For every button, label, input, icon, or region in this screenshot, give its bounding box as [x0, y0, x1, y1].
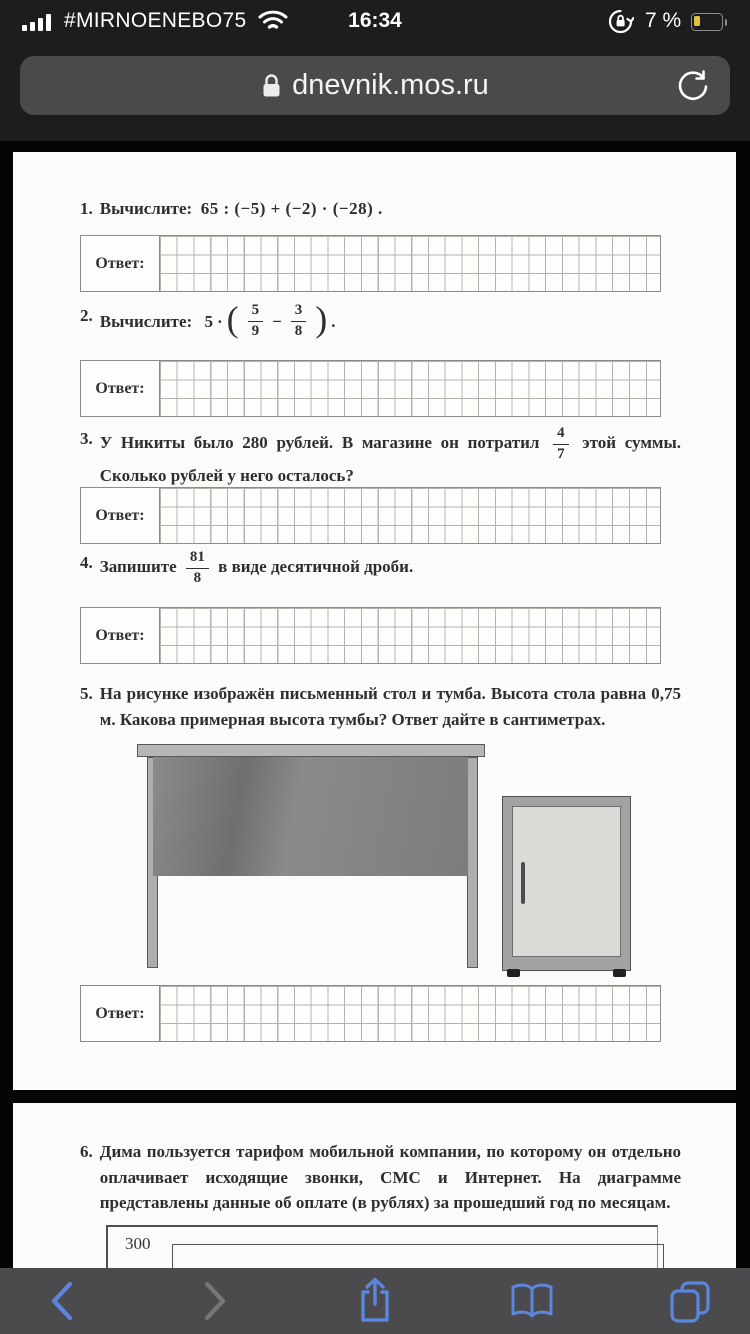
tab-switcher-icon [667, 1278, 713, 1324]
url-text: dnevnik.mos.ru [292, 69, 489, 101]
answer-cells-grid [159, 985, 661, 1042]
answer-cells-grid [159, 360, 661, 417]
answer-label: Ответ: [80, 360, 159, 417]
desk-tabletop [137, 744, 485, 757]
answer-grid-2 [80, 360, 661, 417]
bookmarks-button[interactable] [504, 1276, 560, 1326]
question-number: 3. [80, 429, 93, 448]
tabs-button[interactable] [662, 1276, 718, 1326]
battery-fill [694, 16, 700, 26]
question-text: Запишите $\frac{81}{8}$ в виде десятичной дроби. [99, 549, 414, 586]
question-4 [80, 550, 681, 587]
share-button[interactable] [347, 1276, 403, 1326]
chevron-forward-icon [200, 1280, 230, 1322]
status-time: 16:34 [348, 9, 402, 32]
payments-chart-fragment [106, 1225, 658, 1268]
answer-cells-grid [159, 607, 661, 664]
forward-button[interactable] [187, 1276, 243, 1326]
share-icon [354, 1276, 396, 1326]
status-bar [0, 0, 750, 42]
orientation-lock-icon [607, 8, 634, 35]
answer-grid-5 [80, 985, 661, 1042]
chart-plot-area [172, 1244, 664, 1270]
wifi-icon [258, 10, 288, 32]
open-book-icon [508, 1281, 556, 1321]
question-number: 1. [80, 199, 93, 218]
answer-label: Ответ: [80, 985, 159, 1042]
question-number: 6. [80, 1142, 93, 1161]
answer-label: Ответ: [80, 607, 159, 664]
cabinet-tumba [502, 796, 631, 971]
answer-label: Ответ: [80, 487, 159, 544]
cabinet-door [512, 806, 621, 957]
desk-right-leg [467, 757, 478, 968]
address-bar[interactable] [20, 56, 730, 115]
cabinet-handle [521, 862, 525, 904]
question-number: 4. [80, 553, 93, 572]
answer-grid-1 [80, 235, 661, 292]
math-expression: Вычислите: 5 · ( $\frac{5}{9}$ − $\frac{3}{8}$ ) . [99, 299, 336, 340]
desk-front-panel [153, 757, 468, 876]
question-1 [80, 196, 681, 222]
carrier-name: #MIRNOENEBO75 [64, 9, 247, 32]
worksheet-page-2[interactable] [13, 1103, 736, 1268]
answer-label: Ответ: [80, 235, 159, 292]
question-6 [80, 1139, 681, 1216]
question-text: На рисунке изображён письменный стол и тумба. Высота стола равна 0,75 м. Какова примерная высота тумбы? Ответ дайте в сантиметрах. [99, 684, 681, 729]
math-expression: 65 : (−5) + (−2) · (−28) . [200, 199, 383, 218]
answer-grid-4 [80, 607, 661, 664]
back-button[interactable] [34, 1276, 90, 1326]
battery-icon [691, 13, 727, 31]
fraction: $\frac{81}{8}$ [186, 550, 209, 587]
answer-grid-3 [80, 487, 661, 544]
desk-and-cabinet-figure [100, 738, 645, 983]
question-text: Дима пользуется тарифом мобильной компании, по которому он отдельно оплачивает исходящие звонки, СМС и Интернет. На диаграмме представлены данные об оплате (в рублях) за прошедший год по месяцам. [99, 1142, 681, 1212]
cabinet-foot [507, 969, 520, 977]
question-5 [80, 681, 681, 732]
padlock-icon [261, 72, 282, 100]
worksheet-page-1[interactable] [13, 152, 736, 1090]
cabinet-foot [613, 969, 626, 977]
browser-top-chrome [0, 0, 750, 141]
chevron-back-icon [47, 1280, 77, 1322]
question-2 [80, 299, 681, 340]
question-text: Вычислите: 65 : (−5) + (−2) · (−28) . [99, 199, 383, 218]
question-3 [80, 426, 681, 488]
safari-bottom-toolbar [0, 1268, 750, 1334]
question-number: 5. [80, 684, 93, 703]
fraction: $\frac{5}{9}$ [248, 303, 264, 340]
fraction: $\frac{4}{7}$ [553, 426, 569, 463]
question-number: 2. [80, 306, 93, 325]
battery-percentage: 7 % [645, 9, 682, 32]
answer-cells-grid [159, 487, 661, 544]
question-text: У Никиты было 280 рублей. В магазине он потратил $\frac{4}{7}$ этой суммы. Сколько рублей у него осталось? [99, 425, 682, 485]
answer-cells-grid [159, 235, 661, 292]
cellular-signal-icon [22, 14, 56, 31]
reload-icon[interactable] [676, 69, 710, 103]
chart-y-tick: 300 [125, 1234, 151, 1253]
fraction: $\frac{3}{8}$ [291, 303, 307, 340]
